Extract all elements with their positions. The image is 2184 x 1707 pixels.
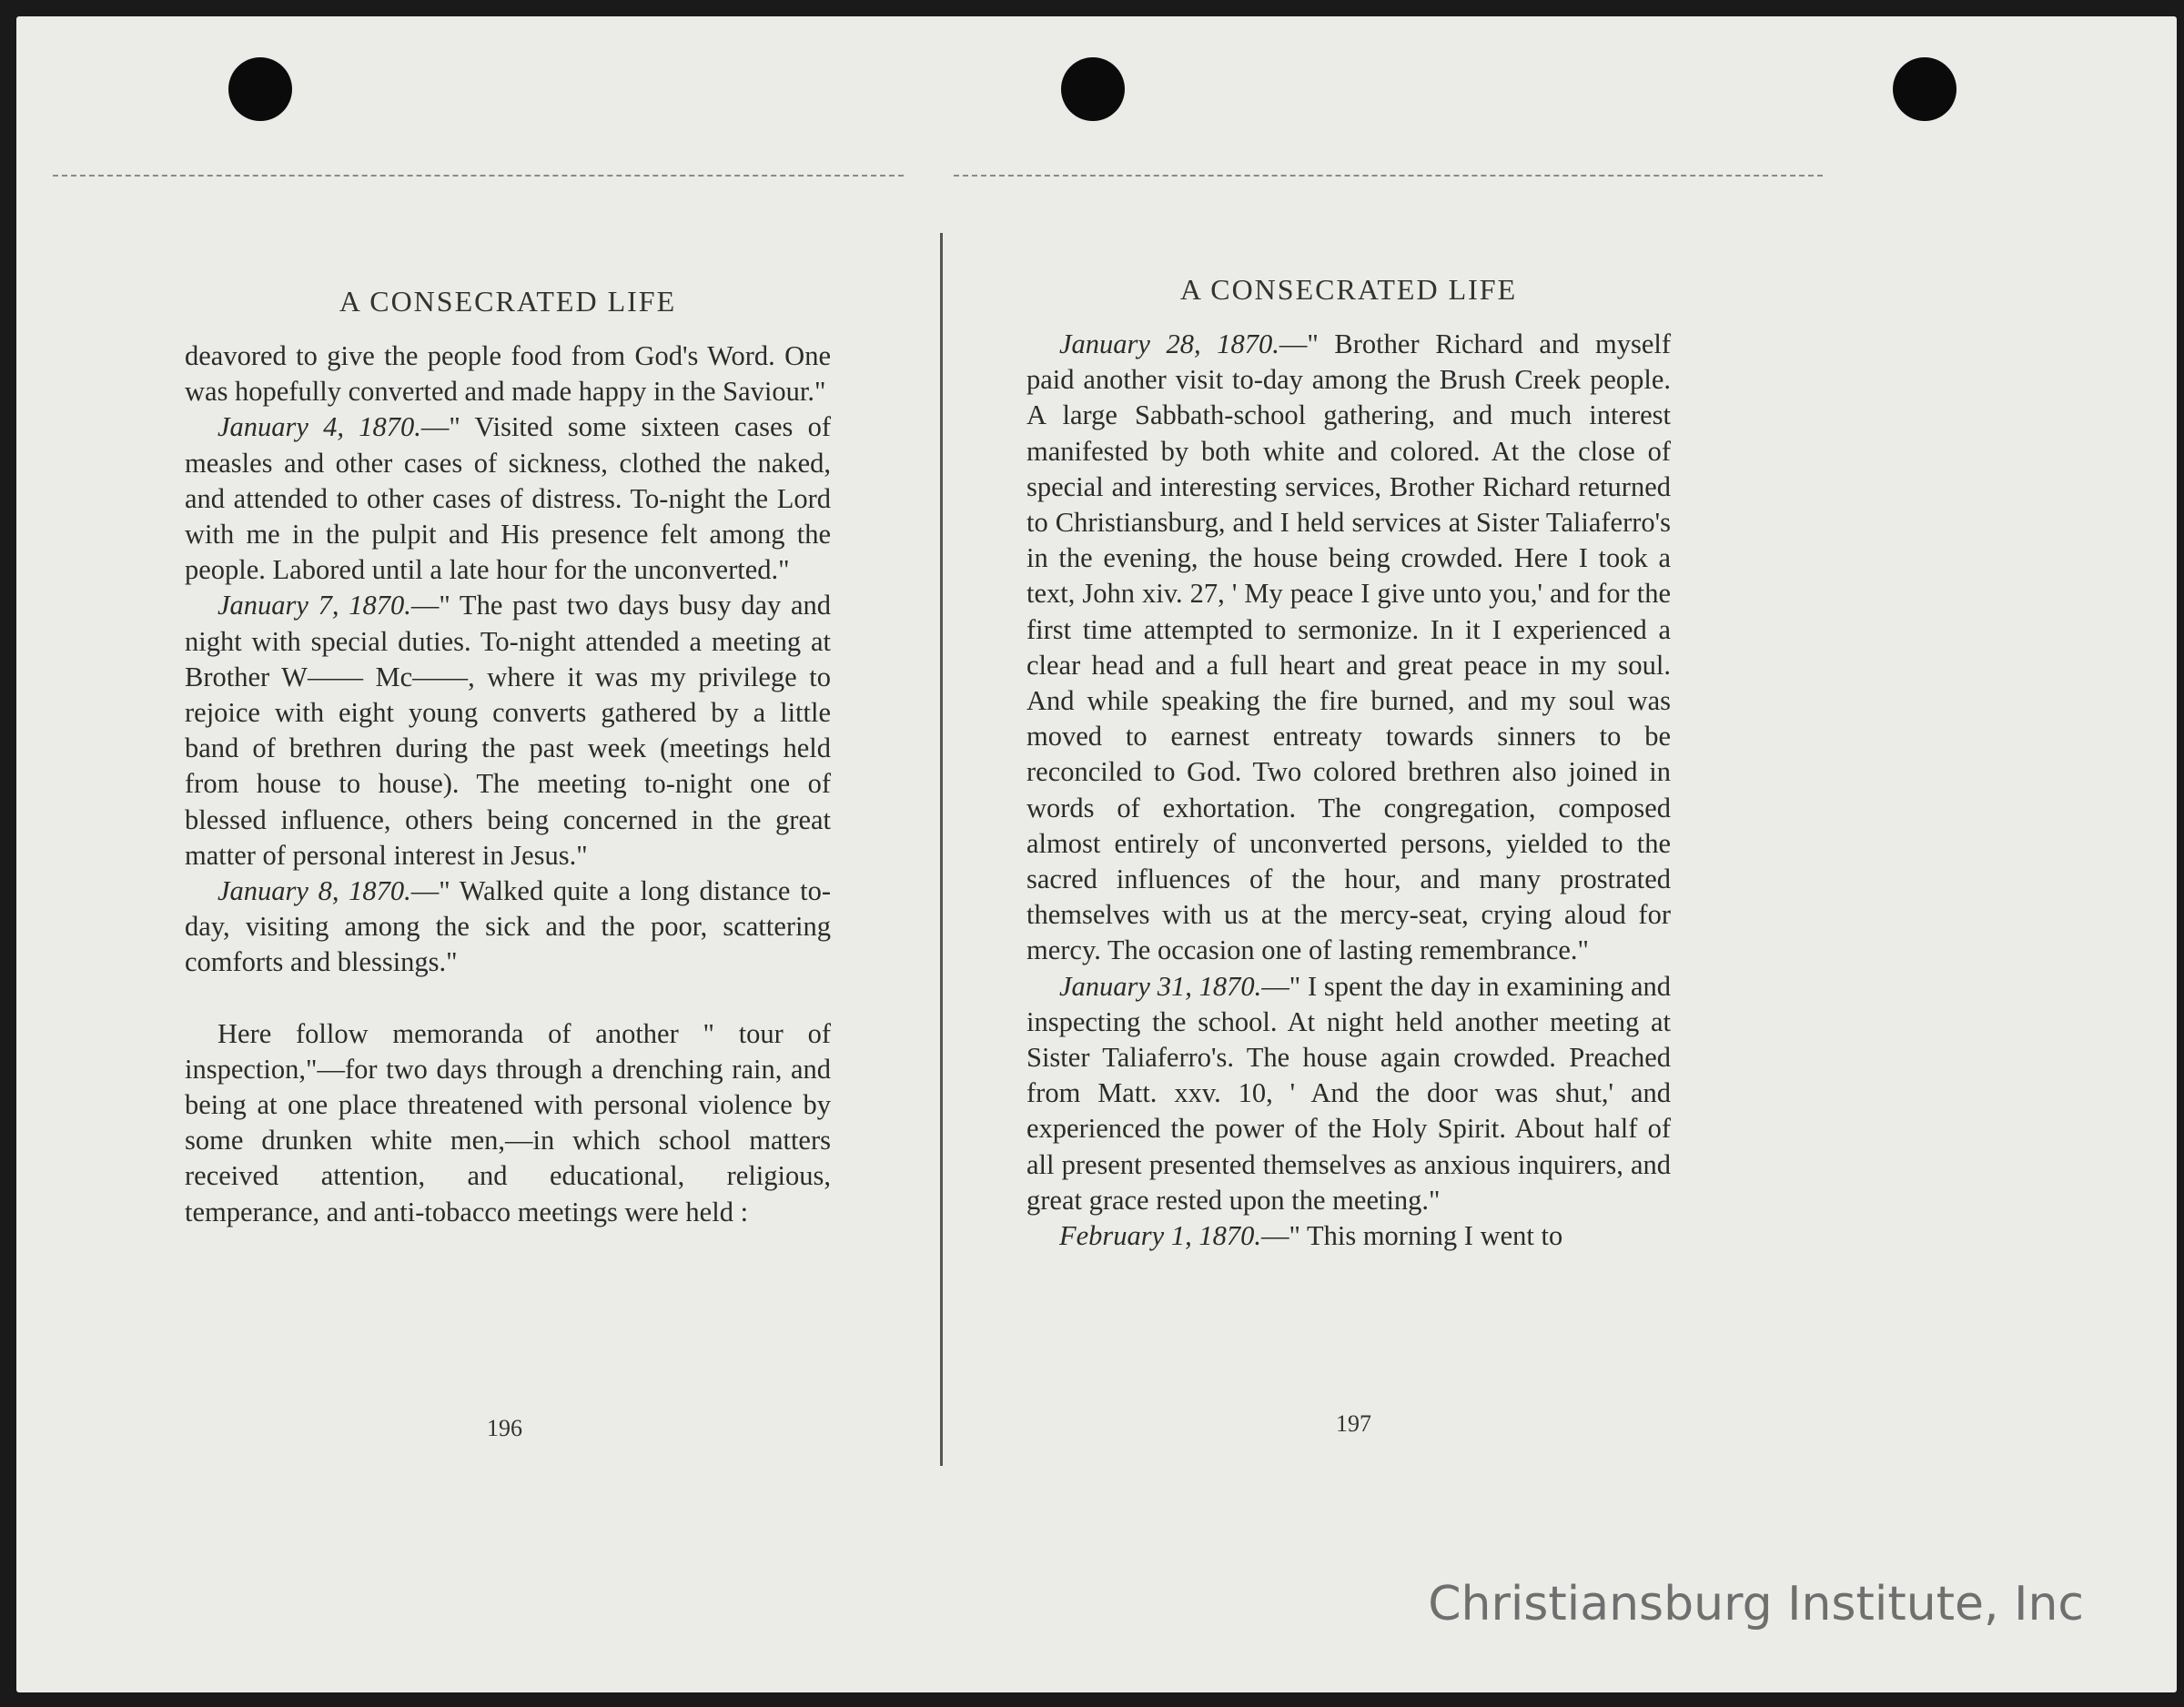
entry-date: January 7, 1870. bbox=[217, 590, 411, 621]
diary-entry bbox=[185, 588, 831, 874]
diary-entry bbox=[1026, 969, 1671, 1218]
running-head-left: A CONSECRATED LIFE bbox=[339, 285, 677, 318]
entry-date: February 1, 1870. bbox=[1059, 1220, 1261, 1252]
left-page-text bbox=[185, 338, 831, 1230]
diary-entry bbox=[1026, 1218, 1671, 1254]
entry-date: January 28, 1870. bbox=[1059, 328, 1279, 359]
page-number-right: 197 bbox=[1336, 1410, 1371, 1437]
entry-text: —" Brother Richard and myself paid another visit to-day among the Brush Creek people. A large Sabbath-school gathering, and much interest manifested by both white and colored. At the close of special and interesting services, Brother Richard returned to Christiansburg, and I held services at Sister Taliaferro's in the evening, the house being crowded. Here I took a text, John xiv. 27, ' My peace I give unto you,' and for the first time attempted to sermonize. In it I experienced a clear head and a full heart and great peace in my soul. And while speaking the fire burned, and my soul was moved to earnest entreaty towards sinners to be reconciled to God. Two colored brethren also joined in words of exhortation. The congregation, composed almost entirely of unconverted persons, yielded to the sacred influences of the hour, and many prostrated themselves with us at the mercy-seat, crying aloud for mercy. The occasion one of lasting remembrance." bbox=[1026, 328, 1671, 966]
right-page bbox=[1026, 273, 1671, 1254]
trim-line-left bbox=[53, 175, 904, 177]
paragraph: deavored to give the people food from God's Word. One was hopefully converted and made happy in the Saviour." bbox=[185, 340, 831, 408]
diary-entry bbox=[185, 409, 831, 588]
punch-hole-center bbox=[1061, 57, 1125, 121]
entry-date: January 31, 1870. bbox=[1059, 970, 1262, 1002]
entry-text: —" I spent the day in examining and inspecting the school. At night held another meeting at Sister Taliaferro's. The house again crowded. Preached from Matt. xxv. 10, ' And the door was shut,' and experienced the power of the Holy Spirit. About half of all present presented themselves as anxious inquirers, and great grace rested upon the meeting." bbox=[1026, 970, 1671, 1216]
punch-hole-right bbox=[1893, 57, 1956, 121]
punch-hole-left bbox=[228, 57, 292, 121]
right-page-text bbox=[1026, 327, 1671, 1254]
paragraph: Here follow memoranda of another " tour of inspection,"—for two days through a drenching rain, and being at one place threatened with personal violence by some drunken white men,—in which school matters received attention, and educational, religious, temperance, and anti-tobacco meetings were held : bbox=[185, 1017, 831, 1227]
running-head-right: A CONSECRATED LIFE bbox=[1179, 273, 1518, 306]
page-number-left: 196 bbox=[487, 1415, 522, 1441]
entry-date: January 4, 1870. bbox=[217, 411, 421, 443]
entry-text: —" Visited some sixteen cases of measles and other cases of sickness, clothed the naked, and attended to other cases of distress. To-night the Lord with me in the pulpit and His presence felt among the people. Labored until a late hour for the unconverted." bbox=[185, 411, 831, 586]
watermark-text: Christiansburg Institute, Inc bbox=[1428, 1577, 2084, 1631]
left-page bbox=[185, 285, 831, 1230]
page-gutter-line bbox=[940, 233, 943, 1466]
entry-text: —" The past two days busy day and night with special duties. To-night attended a meeting at Brother W—— Mc——, where it was my privilege to rejoice with eight young converts gathered by a little band of brethren during the past week (meetings held from house to house). The meeting to-night one of blessed influence, others being concerned in the great matter of personal interest in Jesus." bbox=[185, 590, 831, 871]
entry-date: January 8, 1870. bbox=[217, 875, 411, 907]
diary-entry bbox=[1026, 327, 1671, 969]
diary-entry bbox=[185, 874, 831, 981]
entry-text: —" Walked quite a long distance to-day, visiting among the sick and the poor, scattering comforts and blessings." bbox=[185, 875, 831, 978]
trim-line-right bbox=[954, 175, 1823, 177]
entry-text: —" This morning I went to bbox=[1260, 1220, 1563, 1252]
